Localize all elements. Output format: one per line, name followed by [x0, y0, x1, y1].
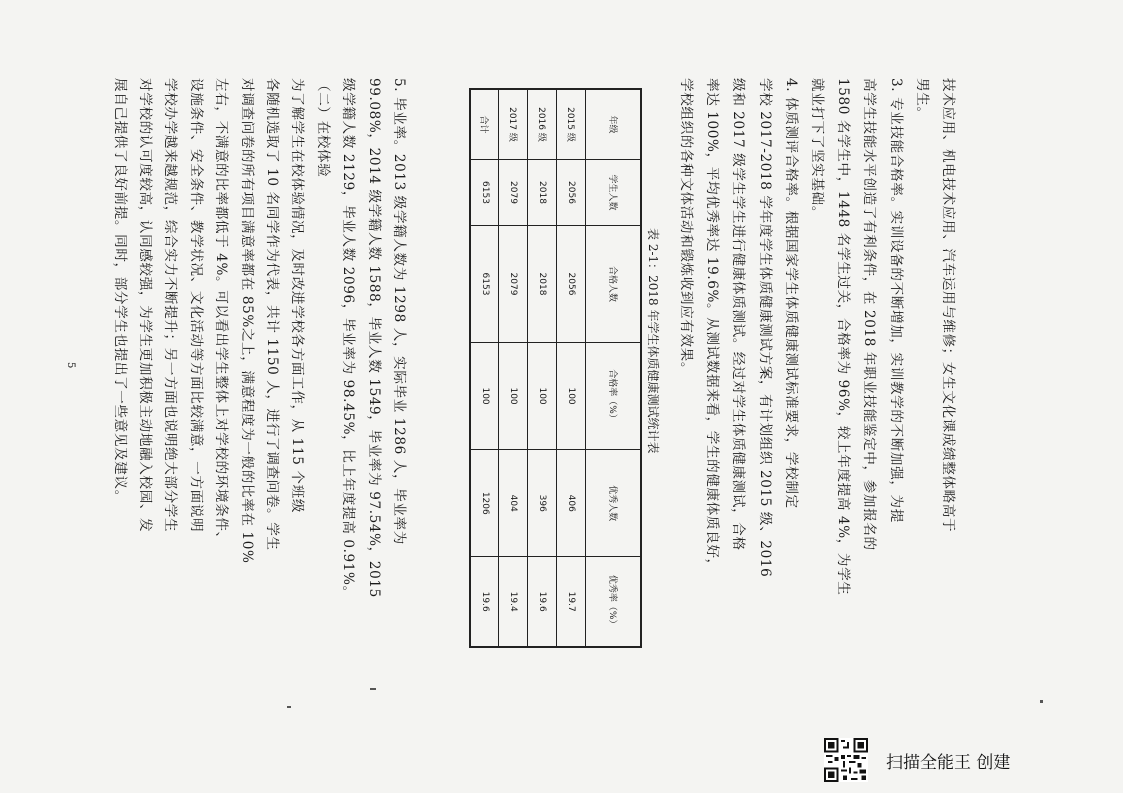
table-cell: 2018 [528, 159, 557, 225]
scan-speck [1040, 700, 1043, 703]
text-line: 左右，不满意的比率都低于 4%。可以看出学生整体上对学校的环境条件、 [213, 78, 230, 546]
table-cell: 19.6 [528, 557, 557, 647]
text-line: 4. 体质测评合格率。根据国家学生体质健康测试标准要求，学校制定 [782, 78, 799, 509]
table-header-cell: 年级 [586, 89, 641, 159]
table-cell: 100 [470, 342, 499, 449]
text-line: 对学校的认可度较高，认同感较强，为学生更加积极主动地融入校园、发 [137, 78, 153, 533]
text-line: 高学生技能水平创造了有利条件，在 2018 年职业技能鉴定中，参加报名的 [861, 78, 878, 551]
table-cell: 19.7 [557, 557, 586, 647]
qr-code-icon [824, 738, 868, 782]
table-cell: 6153 [470, 159, 499, 225]
text-line: 3. 专业技能合格率。实训设备的不断增加，实训教学的不断加强，为提 [887, 78, 904, 523]
table-row [557, 89, 586, 647]
text-line: 男生。 [913, 78, 930, 121]
scanner-watermark [824, 738, 1034, 782]
watermark-text: 扫描全能王 创建 [886, 753, 1011, 773]
table-cell: 2056 [557, 159, 586, 225]
table-header-row [586, 89, 641, 647]
table-cell: 19.6 [470, 557, 499, 647]
table-cell: 2079 [499, 226, 528, 343]
table-cell: 2018 [528, 226, 557, 343]
scan-speck [370, 688, 376, 690]
table-cell: 100 [528, 342, 557, 449]
table-cell: 合计 [470, 89, 499, 159]
table-cell: 2015 级 [557, 89, 586, 159]
text-line: 级和 2017 级学生学生进行健康体质测试。经过对学生体质健康测试，合格 [730, 78, 747, 551]
table-row [528, 89, 557, 647]
table-cell: 396 [528, 450, 557, 557]
text-line: 为了解学生在校体验情况，及时改进学校各方面工作，从 115 个班级 [289, 78, 306, 514]
rotated-document [65, 78, 962, 678]
text-line: 学校组织的各种文体活动和锻炼收到应有效果。 [678, 78, 694, 377]
table-cell: 100 [499, 342, 528, 449]
table-body [470, 89, 586, 647]
text-line: 各随机选取了 10 名同学作为代表，共计 1150 人，进行了调查问卷。学生 [264, 78, 280, 551]
table-row [470, 89, 499, 647]
text-line: 级学籍人数 2129，毕业人数 2096，毕业率为 98.45%，比上年度提高 0.91%。 [340, 78, 357, 600]
table-row [499, 89, 528, 647]
text-line: 对调查问卷的所有项目满意率都在 85%之上，满意程度为一般的比率在 10% [238, 78, 255, 564]
table-header-cell: 学生人数 [586, 159, 641, 225]
table-header-cell: 优秀率（%） [586, 557, 641, 647]
text-line: 设施条件、安全条件、教学状况、文化活动等方面比较满意，一方面说明 [187, 78, 204, 533]
table-cell: 6153 [470, 226, 499, 343]
text-line: 1580 名学生中，1448 名学生过关，合格率为 96%，较上年度提高 4%，为学生 [835, 78, 852, 596]
page-number: 5 [65, 362, 76, 369]
table-header-cell: 合格人数 [586, 226, 641, 343]
table-cell: 1206 [470, 450, 499, 557]
table-cell: 2017 级 [499, 89, 528, 159]
fitness-test-table [469, 88, 642, 648]
text-line: 就业打下了坚实基础。 [809, 78, 825, 220]
text-line: （二）在校体验 [314, 78, 331, 178]
text-line: 率达 100%，平均优秀率达 19.6%。从测试数据来看，学生的健康体质良好， [704, 78, 721, 573]
table-cell: 100 [557, 342, 586, 449]
table-cell: 19.4 [499, 557, 528, 647]
table-cell: 406 [557, 450, 586, 557]
table-cell: 404 [499, 450, 528, 557]
scan-speck [287, 706, 291, 708]
table-cell: 2016 级 [528, 89, 557, 159]
table-cell: 2056 [557, 226, 586, 343]
text-line: 展自己提供了良好前提。同时，部分学生也提出了一些意见及建议。 [111, 78, 128, 504]
text-line: 学校 2017-2018 学年度学生体质健康测试方案，有计划组织 2015 级、2016 [756, 78, 773, 578]
table-header-cell: 合格率（%） [586, 342, 641, 449]
text-line: 技术应用、机电技术应用、汽车运用与维修；女生文化课成绩整体略高于 [940, 78, 956, 533]
table-cell: 2079 [499, 159, 528, 225]
text-line: 学校办学越来越规范，综合实力不断提升；另一方面也说明绝大部分学生 [162, 78, 179, 533]
table-caption: 表 2-1：2018 年学生体质健康测试统计表 [646, 228, 660, 454]
text-line: 99.08%，2014 级学籍人数 1588，毕业人数 1549，毕业率为 97.54%，2015 [365, 78, 382, 598]
text-line: 5. 毕业率。2013 级学籍人数为 1298 人，实际毕业 1286 人，毕业率为 [391, 78, 407, 545]
table-header-cell: 优秀人数 [586, 450, 641, 557]
